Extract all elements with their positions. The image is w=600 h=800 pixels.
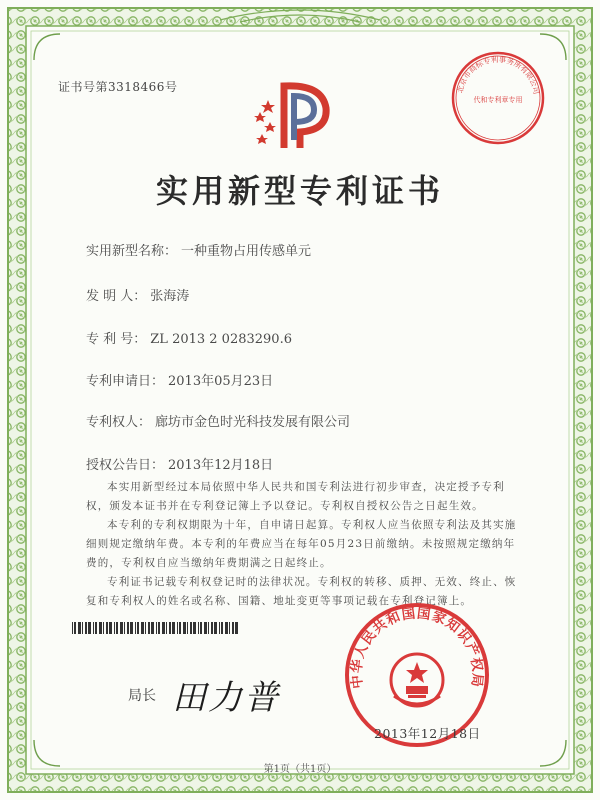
svg-text:北京市商标专利事务所有限公司 <box>454 54 541 95</box>
barcode-bar <box>127 622 129 634</box>
filing-date-value: 2013年05月23日 <box>168 374 274 389</box>
inventor-row <box>86 285 189 304</box>
patent-number-value: ZL 2013 2 0283290.6 <box>150 332 292 347</box>
barcode-bar <box>190 622 192 634</box>
barcode-bar <box>93 622 94 634</box>
barcode-bar <box>145 622 146 634</box>
state-seal-text: 中华人民共和国国家知识产权局 <box>348 605 486 690</box>
certificate-number: 证书号第3318466号 <box>58 80 178 94</box>
paragraph-term: 本专利的专利权期限为十年，自申请日起算。专利权人应当依照专利法及其实施细则规定缴纳年费。本专利的年费应当在每年05月23日前缴纳。未按照规定缴纳年费的，专利权自应当缴纳年费期满之日起终止。 <box>86 519 517 569</box>
grant-date-row <box>86 454 273 473</box>
barcode-bar <box>177 622 178 634</box>
agency-seal-text: 北京市商标专利事务所有限公司 <box>455 54 541 95</box>
barcode-bar <box>214 622 217 634</box>
barcode-bar <box>88 622 91 634</box>
page-title: 实用新型专利证书 <box>155 172 444 210</box>
barcode-bar <box>232 622 234 634</box>
utility-name-label: 实用新型名称： <box>86 244 178 259</box>
barcode-bar <box>235 622 238 634</box>
barcode-bar <box>137 622 139 634</box>
barcode-bar <box>82 622 83 634</box>
barcode-bar <box>200 622 202 634</box>
national-emblem-icon <box>391 654 443 706</box>
barcode-bar <box>166 622 167 634</box>
barcode-bar <box>120 622 123 634</box>
inventor-label: 发 明 人： <box>86 289 147 304</box>
barcode-bar <box>162 622 165 634</box>
barcode-bar <box>204 622 207 634</box>
seal-date: 2013年12月18日 <box>374 726 481 741</box>
barcode-bar <box>72 622 73 634</box>
barcode-bar <box>158 622 160 634</box>
barcode-bar <box>208 622 209 634</box>
barcode-bar <box>211 622 213 634</box>
patent-number-label: 专 利 号： <box>86 332 147 347</box>
barcode-bar <box>193 622 196 634</box>
barcode-bar <box>141 622 144 634</box>
grant-date-label: 授权公告日： <box>86 458 165 473</box>
paragraph-legal-status: 专利证书记载专利权登记时的法律状况。专利权的转移、质押、无效、终止、恢复和专利权人的姓名或名称、国籍、地址变更等事项记载在专利登记簿上。 <box>86 576 517 607</box>
barcode-bar <box>225 622 228 634</box>
patent-number-row <box>86 328 292 347</box>
barcode-bar <box>135 622 136 634</box>
grant-date-value: 2013年12月18日 <box>168 458 274 473</box>
utility-name-row <box>86 240 311 259</box>
barcode-bar <box>187 622 188 634</box>
inventor-value: 张海涛 <box>150 289 190 304</box>
director-label: 局长 <box>128 688 156 704</box>
barcode-bar <box>183 622 186 634</box>
agency-seal-center: 代和专利章专用 <box>473 96 523 104</box>
director-signature: 田力普 <box>172 678 280 718</box>
barcode-bar <box>221 622 223 634</box>
barcode-bar <box>229 622 230 634</box>
barcode-bar <box>74 622 76 634</box>
barcode-bar <box>109 622 112 634</box>
barcode-bar <box>151 622 154 634</box>
patentee-label: 专利权人： <box>86 415 152 430</box>
barcode-bar <box>179 622 181 634</box>
barcode-bar <box>130 622 133 634</box>
filing-date-label: 专利申请日： <box>86 374 165 389</box>
barcode-bar <box>172 622 175 634</box>
paragraph-examination: 本实用新型经过本局依照中华人民共和国专利法进行初步审查，决定授予专利权，颁发本证书并在专利登记簿上予以登记。专利权自授权公告之日起生效。 <box>86 481 505 512</box>
barcode-bar <box>78 622 81 634</box>
barcode-bar <box>124 622 125 634</box>
barcode-bar <box>219 622 220 634</box>
filing-date-row <box>86 370 273 389</box>
barcode-bar <box>99 622 102 634</box>
barcode-bar <box>148 622 150 634</box>
barcode-bar <box>95 622 97 634</box>
barcode-bar <box>116 622 118 634</box>
barcode-bar <box>198 622 199 634</box>
barcode-bar <box>169 622 171 634</box>
barcode-bar <box>103 622 104 634</box>
agency-seal-icon <box>448 48 548 148</box>
barcode-bar <box>106 622 108 634</box>
patentee-value: 廊坊市金色时光科技发展有限公司 <box>155 415 351 430</box>
cnipa-logo-icon <box>250 78 350 158</box>
patentee-row <box>86 411 350 430</box>
barcode-bar <box>156 622 157 634</box>
barcode-bar <box>85 622 87 634</box>
page-number: 第1页（共1页） <box>263 764 337 775</box>
utility-name-value: 一种重物占用传感单元 <box>181 244 312 259</box>
barcode-bar <box>114 622 115 634</box>
barcode-icon <box>72 622 240 634</box>
